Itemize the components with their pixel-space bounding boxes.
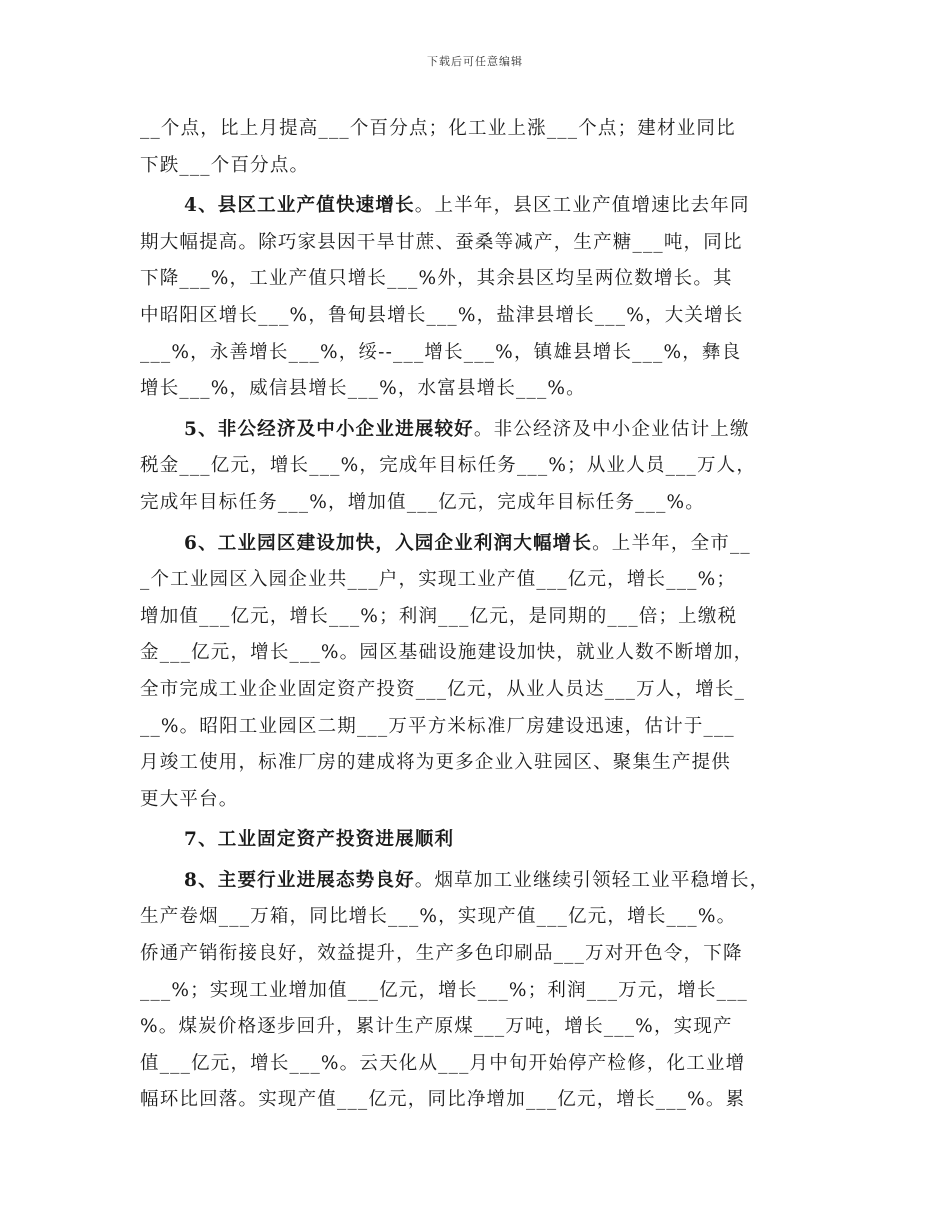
text-line <box>140 782 822 819</box>
text-line <box>140 225 822 262</box>
paragraph <box>140 863 822 1119</box>
body-text: 幅环比回落。实现产值___亿元，同比净增加___亿元，增长___%。累 <box>140 1089 746 1111</box>
text-line <box>140 526 822 563</box>
paragraph <box>140 822 822 859</box>
paragraph <box>140 526 822 819</box>
text-line <box>140 899 822 936</box>
section-heading: 6、工业园区建设加快，入园企业利润大幅增长 <box>184 532 593 554</box>
text-line <box>140 188 822 225</box>
section-heading: 4、县区工业产值快速增长 <box>184 195 415 217</box>
text-line <box>140 973 822 1010</box>
body-text: %。煤炭价格逐步回升，累计生产原煤___万吨，增长___%，实现产 <box>140 1016 733 1038</box>
body-text: 增加值___亿元，增长___%；利润___亿元，是同期的___倍；上缴税 <box>140 605 738 627</box>
text-line <box>140 863 822 900</box>
body-text: 生产卷烟___万箱，同比增长___%，实现产值___亿元，增长___%。 <box>140 906 737 928</box>
section-heading: 5、非公经济及中小企业进展较好 <box>184 418 474 440</box>
paragraph <box>140 188 822 408</box>
body-text: 完成年目标任务___%，增加值___亿元，完成年目标任务___%。 <box>140 491 706 513</box>
text-line <box>140 936 822 973</box>
text-line <box>140 261 822 298</box>
body-text: 中昭阳区增长___%，鲁甸县增长___%，盐津县增长___%，大关增长 <box>140 304 744 326</box>
body-text: 。烟草加工业继续引领轻工业平稳增长， <box>414 869 770 891</box>
paragraph <box>140 111 822 184</box>
text-line <box>140 298 822 335</box>
body-text: 更大平台。 <box>140 788 239 810</box>
text-line <box>140 111 822 148</box>
body-text: 税金___亿元，增长___%，完成年目标任务___%；从业人员___万人， <box>140 455 757 477</box>
body-text: 。上半年，县区工业产值增速比去年同 <box>414 195 750 217</box>
document-body <box>140 111 822 1123</box>
body-text: 金___亿元，增长___%。园区基础设施建设加快，就业人数不断增加， <box>140 642 754 664</box>
text-line <box>140 448 822 485</box>
text-line <box>140 672 822 709</box>
paragraph <box>140 412 822 522</box>
text-line <box>140 371 822 408</box>
text-line <box>140 635 822 672</box>
body-text: 。非公经济及中小企业估计上缴 <box>473 418 750 440</box>
text-line <box>140 148 822 185</box>
body-text: __%。昭阳工业园区二期___万平方米标准厂房建设迅速，估计于___ <box>140 715 735 737</box>
body-text: 侨通产销衔接良好，效益提升，生产多色印刷品___万对开色令，下降 <box>140 943 743 965</box>
text-line <box>140 745 822 782</box>
body-text: 值___亿元，增长___%。云天化从___月中旬开始停产检修，化工业增 <box>140 1052 746 1074</box>
page-header: 下载后可任意编辑 <box>427 55 523 68</box>
text-line <box>140 335 822 372</box>
text-line <box>140 599 822 636</box>
body-text: ___%；实现工业增加值___亿元，增长___%；利润___万元，增长___ <box>140 979 749 1001</box>
text-line <box>140 562 822 599</box>
text-line <box>140 1009 822 1046</box>
section-heading: 8、主要行业进展态势良好 <box>184 869 415 891</box>
text-line <box>140 709 822 746</box>
text-line <box>140 1082 822 1119</box>
body-text: 下降___%，工业产值只增长___%外，其余县区均呈两位数增长。其 <box>140 268 733 290</box>
text-line <box>140 412 822 449</box>
body-text: 。上半年，全市__ <box>592 532 751 554</box>
body-text: 全市完成工业企业固定资产投资___亿元，从业人员达___万人，增长_ <box>140 678 746 700</box>
section-heading: 7、工业固定资产投资进展顺利 <box>184 829 455 851</box>
text-line <box>140 1046 822 1083</box>
body-text: 下跌___个百分点。 <box>140 154 310 176</box>
body-text: 月竣工使用，标准厂房的建成将为更多企业入驻园区、聚集生产提供 <box>140 752 732 774</box>
text-line <box>140 485 822 522</box>
text-line <box>140 822 822 859</box>
body-text: 期大幅提高。除巧家县因干旱甘蔗、蚕桑等减产，生产糖___吨，同比 <box>140 231 743 253</box>
body-text: __个点，比上月提高___个百分点；化工业上涨___个点；建材业同比 <box>140 118 736 139</box>
body-text: 增长___%，威信县增长___%，水富县增长___%。 <box>140 378 586 400</box>
body-text: _个工业园区入园企业共___户，实现工业产值___亿元，增长___%； <box>140 569 737 591</box>
body-text: ___%，永善增长___%，绥--___增长___%，镇雄县增长___%，彝良 <box>140 341 742 363</box>
